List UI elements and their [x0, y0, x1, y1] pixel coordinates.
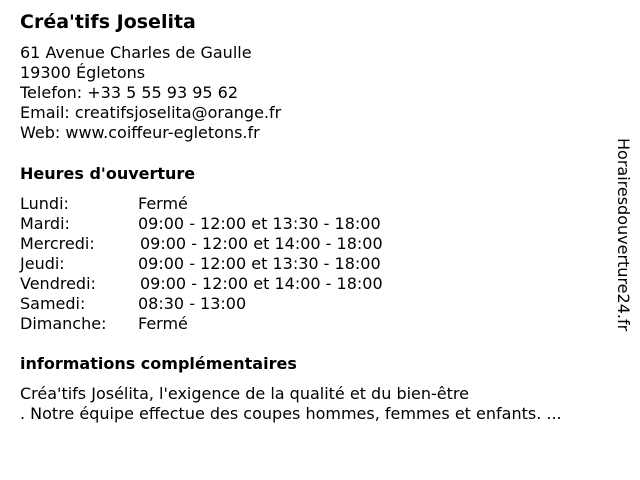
day-label: Jeudi:	[20, 254, 65, 273]
business-name: Créa'tifs Joselita	[20, 11, 196, 33]
day-hours: 08:30 - 13:00	[138, 294, 247, 313]
address-street: 61 Avenue Charles de Gaulle	[20, 43, 252, 62]
address-city: 19300 Égletons	[20, 63, 146, 82]
site-watermark: Horairesdouverture24.fr	[614, 138, 633, 332]
hours-row-dimanche	[20, 314, 440, 334]
day-label: Samedi:	[20, 294, 86, 313]
day-hours: 09:00 - 12:00 et 13:30 - 18:00	[138, 254, 381, 273]
phone-line: Telefon: +33 5 55 93 95 62	[20, 83, 239, 102]
hours-row-mardi	[20, 214, 440, 234]
day-label: Mardi:	[20, 214, 70, 233]
hours-row-lundi	[20, 194, 440, 214]
day-hours: 09:00 - 12:00 et 14:00 - 18:00	[140, 234, 383, 253]
day-hours: 09:00 - 12:00 et 13:30 - 18:00	[138, 214, 381, 233]
contact-block	[20, 43, 281, 143]
day-hours: Fermé	[138, 194, 188, 213]
day-hours: Fermé	[138, 314, 188, 333]
description-line-1: Créa'tifs Josélita, l'exigence de la qualité et du bien-être	[20, 384, 469, 403]
hours-row-samedi	[20, 294, 440, 314]
hours-table	[20, 194, 440, 334]
day-label: Mercredi:	[20, 234, 95, 253]
info-heading: informations complémentaires	[20, 354, 297, 373]
day-label: Lundi:	[20, 194, 69, 213]
description-line-2: . Notre équipe effectue des coupes hommes, femmes et enfants. ...	[20, 404, 562, 423]
description-block	[20, 384, 562, 424]
day-label: Dimanche:	[20, 314, 107, 333]
email-line: Email: creatifsjoselita@orange.fr	[20, 103, 282, 122]
web-line: Web: www.coiffeur-egletons.fr	[20, 123, 260, 142]
hours-heading: Heures d'ouverture	[20, 164, 196, 183]
hours-row-jeudi	[20, 254, 440, 274]
day-label: Vendredi:	[20, 274, 96, 293]
hours-row-mercredi	[20, 234, 440, 254]
day-hours: 09:00 - 12:00 et 14:00 - 18:00	[140, 274, 383, 293]
hours-row-vendredi	[20, 274, 440, 294]
